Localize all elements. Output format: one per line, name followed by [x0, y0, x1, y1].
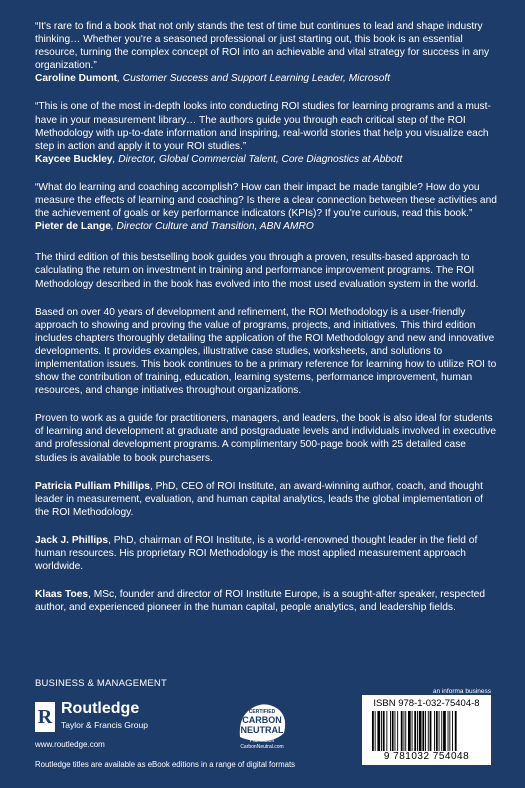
quote-attribution	[35, 220, 497, 233]
barcode-bar	[408, 711, 411, 751]
barcode-icon	[370, 711, 485, 751]
publisher-url[interactable]: www.routledge.com	[35, 740, 105, 749]
informa-tagline: an informa business	[432, 688, 491, 695]
barcode-bar	[401, 711, 403, 751]
quote-text: “What do learning and coaching accomplish? How can their impact be made tangible? How do you measure the effects of learning and coaching? Is there a clear connection between these activities and the achievement of goals or key performance indicators (KPIs)? If you're curious, read this book.”	[35, 181, 497, 220]
author-name: Jack J. Phillips	[35, 534, 109, 546]
author-bio-text: , MSc, founder and director of ROI Institute Europe, is a sought-after speaker, respected author, and experienced pioneer in the human capital, people analytics, and leadership fields.	[35, 589, 486, 614]
barcode-bar	[449, 711, 450, 751]
barcode-bar	[439, 711, 440, 751]
barcode-bar	[441, 711, 442, 751]
barcode-bar	[452, 711, 453, 751]
back-cover-text	[35, 20, 497, 629]
quote-text: “This is one of the most in-depth looks into conducting ROI studies for learning programs and a must-have in your measurement library… The authors guide you through each critical step of the ROI Methodology with up-to-date information and inspiring, real-world stories that help you visualize each step in action and apply it to your ROI studies.”	[35, 101, 491, 152]
publisher-logo	[35, 698, 200, 738]
description-paragraph: Based on over 40 years of development and refinement, the ROI Methodology is a user-friendly approach to showing and proving the value of programs, projects, and initiatives. This third edition includes chapters thoroughly detailing the application of the ROI Methodology and new and innovative developments. It provides examples, illustrative case studies, worksheets, and solutions to implementation issues. This book continues to be a primary reference for learning how to utilize ROI to show the contribution of training, education, learning systems, performance improvement, human resources, and change initiatives throughout organizations.	[35, 306, 497, 397]
carbon-seal-line: NEUTRAL	[240, 725, 284, 735]
carbon-caption	[226, 738, 298, 750]
publisher-name: Routledge	[61, 700, 140, 717]
barcode-bar	[455, 711, 457, 751]
barcode-bar	[419, 711, 422, 751]
barcode-bar	[448, 711, 449, 751]
quote-author: Caroline Dumont	[35, 73, 118, 85]
quote-attribution	[35, 72, 497, 85]
carbon-caption-line: Publication	[249, 738, 275, 744]
isbn-label: ISBN 978-1-032-75404-8	[373, 698, 480, 709]
quote-author-role: , Customer Success and Support Learning Leader, Microsoft	[117, 73, 391, 85]
description-paragraph: Proven to work as a guide for practitioners, managers, and leaders, the book is also ideal for students of learning and development at graduate and postgraduate levels and individuals involved in executive and professional development programs. A complimentary 500-page book with 25 detailed case studies is available to book purchasers.	[35, 413, 497, 464]
author-bio	[35, 480, 497, 519]
barcode-bar	[375, 711, 376, 751]
barcode-bar	[381, 711, 382, 751]
author-bio-text: , PhD, CEO of ROI Institute, an award-winning author, coach, and thought leader in measurement, evaluation, and human capital analytics, leads the global implementation of the ROI Methodology.	[35, 480, 483, 518]
barcode-bar	[383, 711, 385, 751]
barcode-bar	[443, 711, 446, 751]
barcode-bar	[372, 711, 374, 751]
barcode-bar	[397, 711, 398, 751]
quote-author: Pieter de Lange	[35, 221, 111, 233]
author-bio	[35, 588, 497, 614]
quote-text: “It's rare to find a book that not only stands the test of time but continues to lead and shape industry thinking… Whether you're a seasoned professional or just starting out, this book is an essential resource, turning the complex concept of ROI into an achievable and vital strategy for success in any organization.”	[35, 21, 490, 72]
subject-category: BUSINESS & MANAGEMENT	[35, 678, 167, 689]
barcode-bar	[417, 711, 418, 751]
carbon-caption-line: CarbonNeutral.com	[240, 744, 284, 750]
author-bio	[35, 534, 497, 573]
author-name: Patricia Pulliam Phillips	[35, 480, 150, 492]
barcode-bar	[390, 711, 391, 751]
carbon-seal-line: CARBON	[242, 715, 282, 725]
barcode-block	[362, 695, 491, 765]
barcode-bar	[386, 711, 387, 751]
barcode-number: 9 781032 754048	[383, 751, 470, 762]
barcode-bar	[436, 711, 438, 751]
description-paragraph: The third edition of this bestselling book guides you through a proven, results-based approach to calculating the return on investment in training and performance improvement programs. The ROI Methodology described in the book has evolved into the most used evaluation system in the world.	[35, 252, 479, 290]
barcode-bar	[404, 711, 405, 751]
barcode-bar	[392, 711, 394, 751]
barcode-bar	[428, 711, 429, 751]
barcode-bar	[430, 711, 432, 751]
barcode-bar	[414, 711, 416, 751]
routledge-r-icon: R	[35, 702, 55, 732]
barcode-bar	[377, 711, 380, 751]
ebook-footnote: Routledge titles are available as eBook editions in a range of digital formats	[35, 760, 296, 769]
publisher-group: Taylor & Francis Group	[61, 720, 148, 730]
barcode-bar	[422, 711, 424, 751]
quote-author: Kaycee Buckley	[35, 153, 113, 165]
quote-author-role: , Director Culture and Transition, ABN AMRO	[110, 221, 314, 233]
barcode-bar	[405, 711, 406, 751]
quote-attribution	[35, 153, 497, 166]
quote-author-role: , Director, Global Commercial Talent, Core Diagnostics at Abbott	[112, 153, 403, 165]
carbon-seal-line: CERTIFIED	[248, 709, 276, 715]
barcode-bar	[434, 711, 435, 751]
barcode-bar	[395, 711, 396, 751]
author-name: Klaas Toes	[35, 589, 89, 601]
barcode-bar	[425, 711, 426, 751]
barcode-bar	[412, 711, 413, 751]
author-bio-text: , PhD, chairman of ROI Institute, is a world-renowned thought leader in the field of human resources. His proprietary ROI Methodology is the most applied measurement approach worldwide.	[35, 534, 478, 573]
